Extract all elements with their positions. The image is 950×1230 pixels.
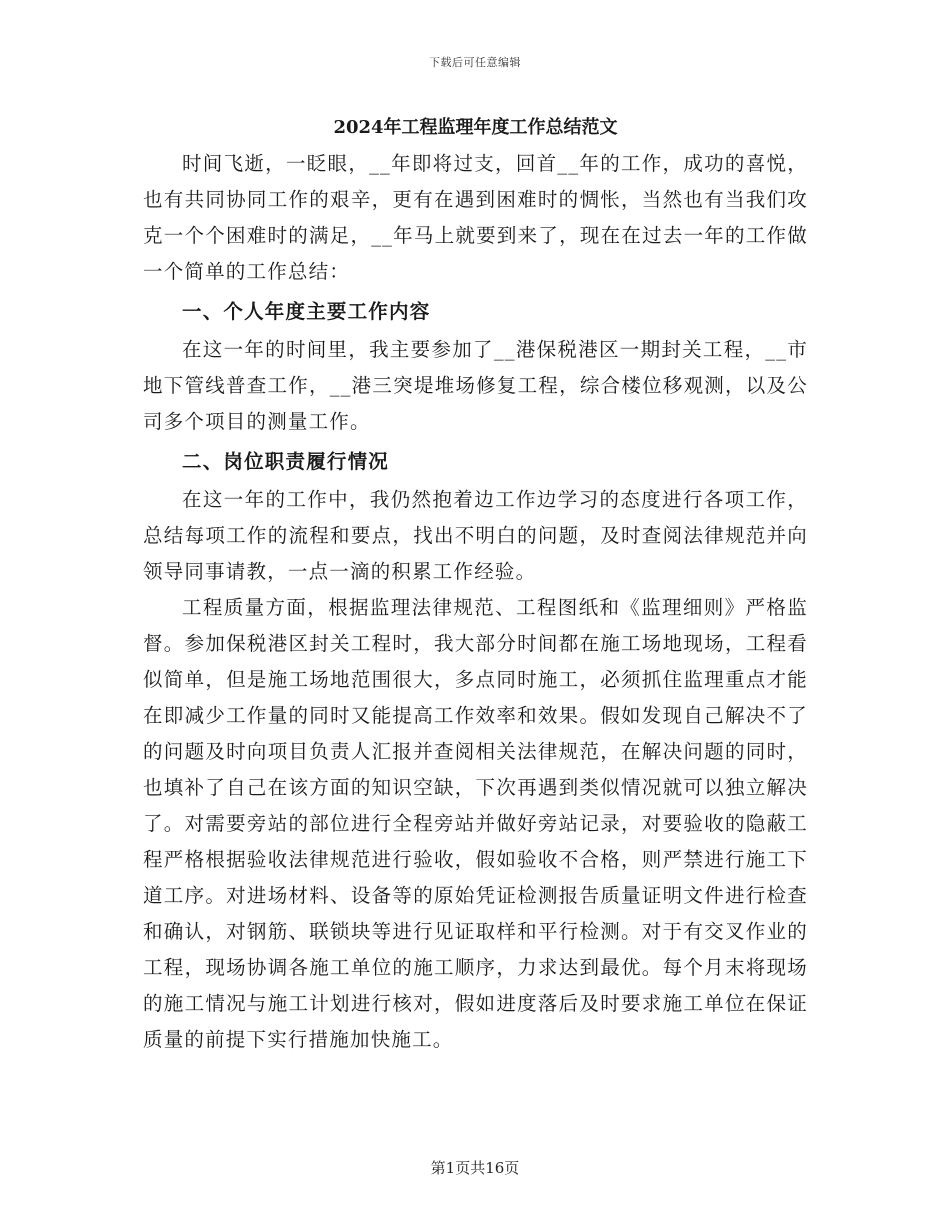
section-heading-2: 二、岗位职责履行情况 (182, 450, 390, 473)
document-body (143, 110, 808, 1058)
intro-paragraph: 时间飞逝，一眨眼，__年即将过支，回首__年的工作，成功的喜悦，也有共同协同工作的艰辛，更有在遇到困难时的惆怅，当然也有当我们攻克一个个困难时的满足，__年马上就要到来了，现在在过去一年的工作做一个简单的工作总结： (143, 152, 808, 283)
section-heading-1: 一、个人年度主要工作内容 (182, 300, 431, 323)
section1-paragraph: 在这一年的时间里，我主要参加了__港保税港区一期封关工程，__市地下管线普查工作，__港三突堤堆场修复工程，综合楼位移观测，以及公司多个项目的测量工作。 (143, 338, 808, 433)
document-title: 2024年工程监理年度工作总结范文 (333, 117, 618, 138)
section2-paragraph-2: 工程质量方面，根据监理法律规范、工程图纸和《监理细则》严格监督。参加保税港区封关工程时，我大部分时间都在施工场地现场，工程看似简单，但是施工场地范围很大，多点同时施工，必须抓住监理重点才能在即减少工作量的同时又能提高工作效率和效果。假如发现自己解决不了的问题及时向项目负责人汇报并查阅相关法律规范，在解决问题的同时，也填补了自己在该方面的知识空缺，下次再遇到类似情况就可以独立解决了。对需要旁站的部位进行全程旁站并做好旁站记录，对要验收的隐蔽工程严格根据验收法律规范进行验收，假如验收不合格，则严禁进行施工下道工序。对进场材料、设备等的原始凭证检测报告质量证明文件进行检查和确认，对钢筋、联锁块等进行见证取样和平行检测。对于有交叉作业的工程，现场协调各施工单位的施工顺序，力求达到最优。每个月末将现场的施工情况与施工计划进行核对，假如进度落后及时要求施工单位在保证质量的前提下实行措施加快施工。 (143, 596, 808, 1051)
section2-paragraph-1: 在这一年的工作中，我仍然抱着边工作边学习的态度进行各项工作，总结每项工作的流程和要点，找出不明白的问题，及时查阅法律规范并向领导同事请教，一点一滴的积累工作经验。 (143, 488, 808, 583)
page-number-footer: 第1页共16页 (430, 1159, 520, 1177)
header-note: 下载后可任意编辑 (429, 56, 521, 69)
